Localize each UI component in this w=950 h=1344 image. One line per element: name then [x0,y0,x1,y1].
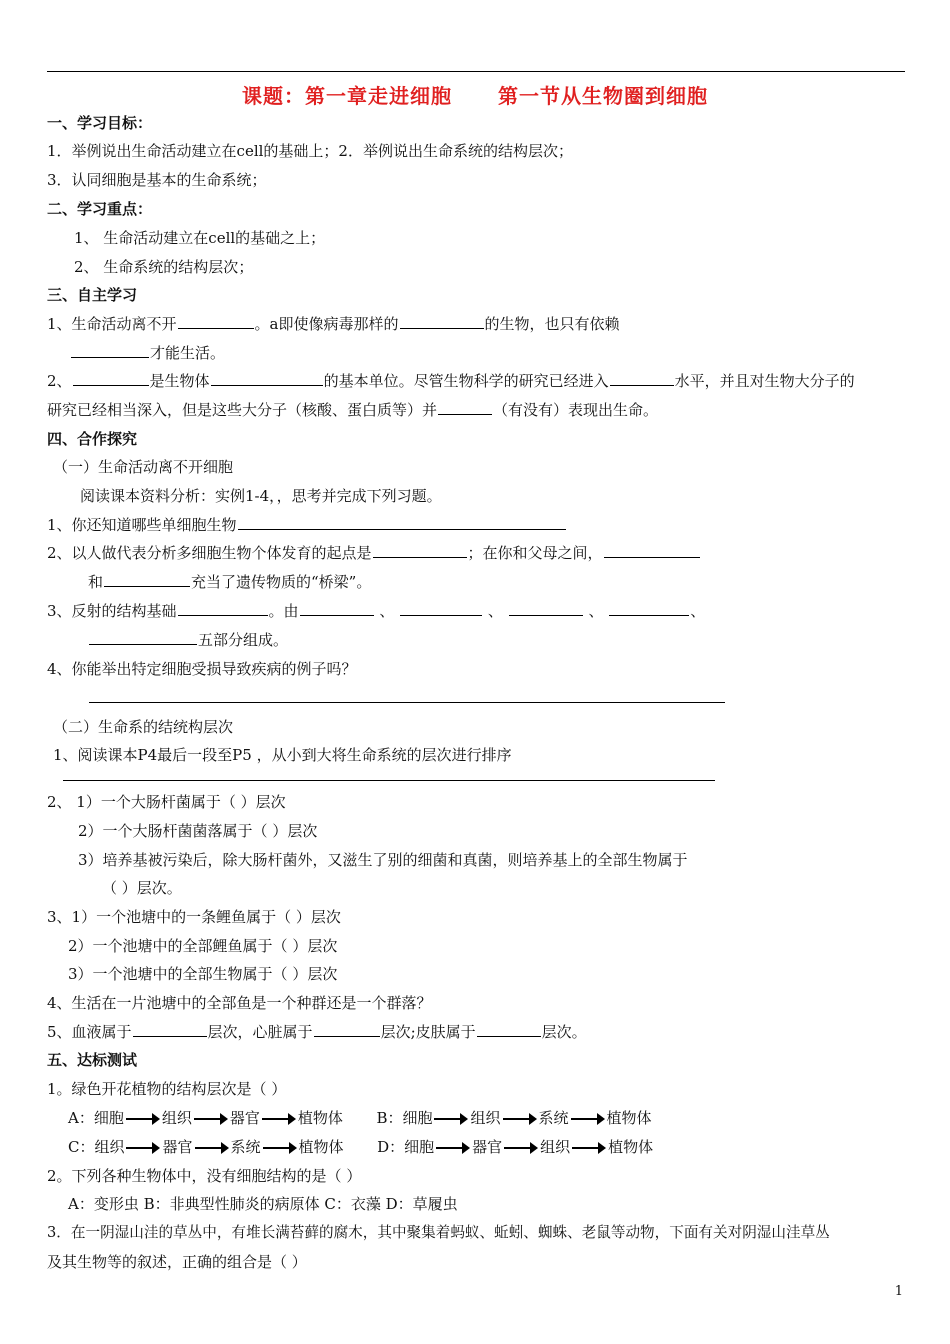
option-b: B：细胞 [376,1109,433,1127]
blank[interactable] [211,371,323,386]
blank[interactable] [477,1022,541,1037]
focus-line-2: 2、 生命系统的结构层次； [74,258,254,276]
section-3-heading: 三、自主学习 [47,286,138,304]
levels-q4: 4、生活在一片池塘中的全部鱼是一个种群还是一个群落？ [47,994,432,1012]
explore-q4: 4、你能举出特定细胞受损导致疾病的例子吗？ [47,660,357,678]
subsection-2: （二）生命系的结统构层次 [53,718,234,736]
levels-q3-3: 3）一个池塘中的全部生物属于（ ）层次 [68,965,338,983]
self-study-q2-cont: 研究已经相当深入，但是这些大分子（核酸、蛋白质等）并 （有没有）表现出生命。 [47,401,659,419]
arrow-icon [263,1141,297,1155]
levels-q2-2: 2）一个大肠杆菌菌落属于（ ）层次 [78,822,318,840]
self-study-q2: 2、 是生物体 的基本单位。尽管生物科学的研究已经进入 水平，并且对生物大分子的 [47,372,855,390]
arrow-icon [504,1141,538,1155]
goal-line-1: 1．举例说出生命活动建立在cell的基础上；2．举例说出生命系统的结构层次； [47,142,573,160]
arrow-icon [262,1112,296,1126]
title-section: 第一节从生物圈到细胞 [498,84,708,108]
blank[interactable] [71,343,149,358]
blank[interactable] [104,572,190,587]
title-chapter: 课题：第一章走进细胞 [242,84,452,108]
test-q1-options-cd: C：组织 器官 系统 植物体 D：细胞 器官 组织 植物体 [68,1138,654,1156]
arrow-icon [126,1112,160,1126]
blank[interactable] [133,1022,207,1037]
answer-line[interactable] [63,766,715,781]
explore-q4-answer [88,688,726,708]
arrow-icon [434,1112,468,1126]
levels-q5: 5、血液属于 层次，心脏属于 层次;皮肤属于 层次。 [47,1023,587,1041]
explore-q3-cont: 五部分组成。 [88,630,288,650]
self-study-q1-cont: 才能生活。 [70,343,225,363]
explore-q2: 2、以人做代表分析多细胞生物个体发育的起点是 ；在你和父母之间， [47,543,701,563]
focus-line-1: 1、 生命活动建立在cell的基础之上； [74,229,326,247]
section-1-heading: 一、学习目标： [47,114,153,132]
blank[interactable] [400,601,482,616]
blank[interactable] [238,515,566,530]
test-q3-cont: 及其生物等的叙述，正确的组合是（ ） [47,1253,307,1271]
blank[interactable] [178,314,254,329]
blank[interactable] [314,1022,380,1037]
option-a: A：细胞 [68,1109,124,1127]
section-5-heading: 五、达标测试 [47,1051,138,1069]
test-q1-options-ab: A：细胞 组织 器官 植物体 B：细胞 组织 系统 植物体 [68,1109,652,1127]
explore-q3: 3、反射的结构基础 。由 、 、 、 、 [47,602,706,620]
explore-q1: 1、你还知道哪些单细胞生物 [47,515,567,535]
blank[interactable] [373,543,467,558]
test-q1: 1。绿色开花植物的结构层次是（ ） [47,1080,287,1098]
levels-q2-3-cont: （ ）层次。 [102,879,182,897]
section-4-heading: 四、合作探究 [47,430,138,448]
arrow-icon [572,1141,606,1155]
blank[interactable] [73,371,149,386]
test-q2: 2。下列各种生物体中，没有细胞结构的是（ ） [47,1167,362,1185]
levels-q2-3: 3）培养基被污染后，除大肠杆菌外，又滋生了别的细菌和真菌，则培养基上的全部生物属于 [78,851,688,869]
explore-q2-cont: 和 充当了遗传物质的“桥梁”。 [88,573,372,591]
blank[interactable] [610,371,674,386]
blank[interactable] [604,543,700,558]
arrow-icon [436,1141,470,1155]
blank[interactable] [178,601,268,616]
arrow-icon [194,1112,228,1126]
option-d: D：细胞 [377,1138,435,1156]
blank[interactable] [609,601,689,616]
section-2-heading: 二、学习重点： [47,200,153,218]
subsection-1: （一）生命活动离不开细胞 [53,458,234,476]
arrow-icon [126,1141,160,1155]
levels-q1-answer [62,766,716,786]
arrow-icon [503,1112,537,1126]
levels-q2-1: 2、 1）一个大肠杆菌属于（ ）层次 [47,793,286,811]
blank[interactable] [300,601,374,616]
levels-q1: 1、阅读课本P4最后一段至P5 ，从小到大将生命系统的层次进行排序 [53,746,512,764]
blank[interactable] [438,400,492,415]
goal-line-2: 3．认同细胞是基本的生命系统； [47,171,267,189]
test-q2-options: A：变形虫 B：非典型性肺炎的病原体 C：衣藻 D：草履虫 [68,1195,458,1213]
page-number: 1 [894,1284,903,1299]
levels-q3-2: 2）一个池塘中的全部鲤鱼属于（ ）层次 [68,937,338,955]
option-c: C：组织 [68,1138,125,1156]
arrow-icon [195,1141,229,1155]
self-study-q1: 1、生命活动离不开 。a即使像病毒那样的 的生物，也只有依赖 [47,315,620,333]
blank[interactable] [509,601,583,616]
header-rule [47,71,905,72]
levels-q3-1: 3、1）一个池塘中的一条鲤鱼属于（ ）层次 [47,908,341,926]
blank[interactable] [89,630,197,645]
reading-instruction: 阅读课本资料分析：实例1-4，，思考并完成下列习题。 [80,487,442,505]
page-title [0,80,950,109]
arrow-icon [571,1112,605,1126]
test-q3: 3．在一阴湿山洼的草丛中，有堆长满苔藓的腐木，其中聚集着蚂蚁、蚯蚓、蜘蛛、老鼠等动物，下面有关对阴湿山洼草丛 [47,1224,830,1241]
answer-line[interactable] [89,688,725,703]
blank[interactable] [400,314,484,329]
